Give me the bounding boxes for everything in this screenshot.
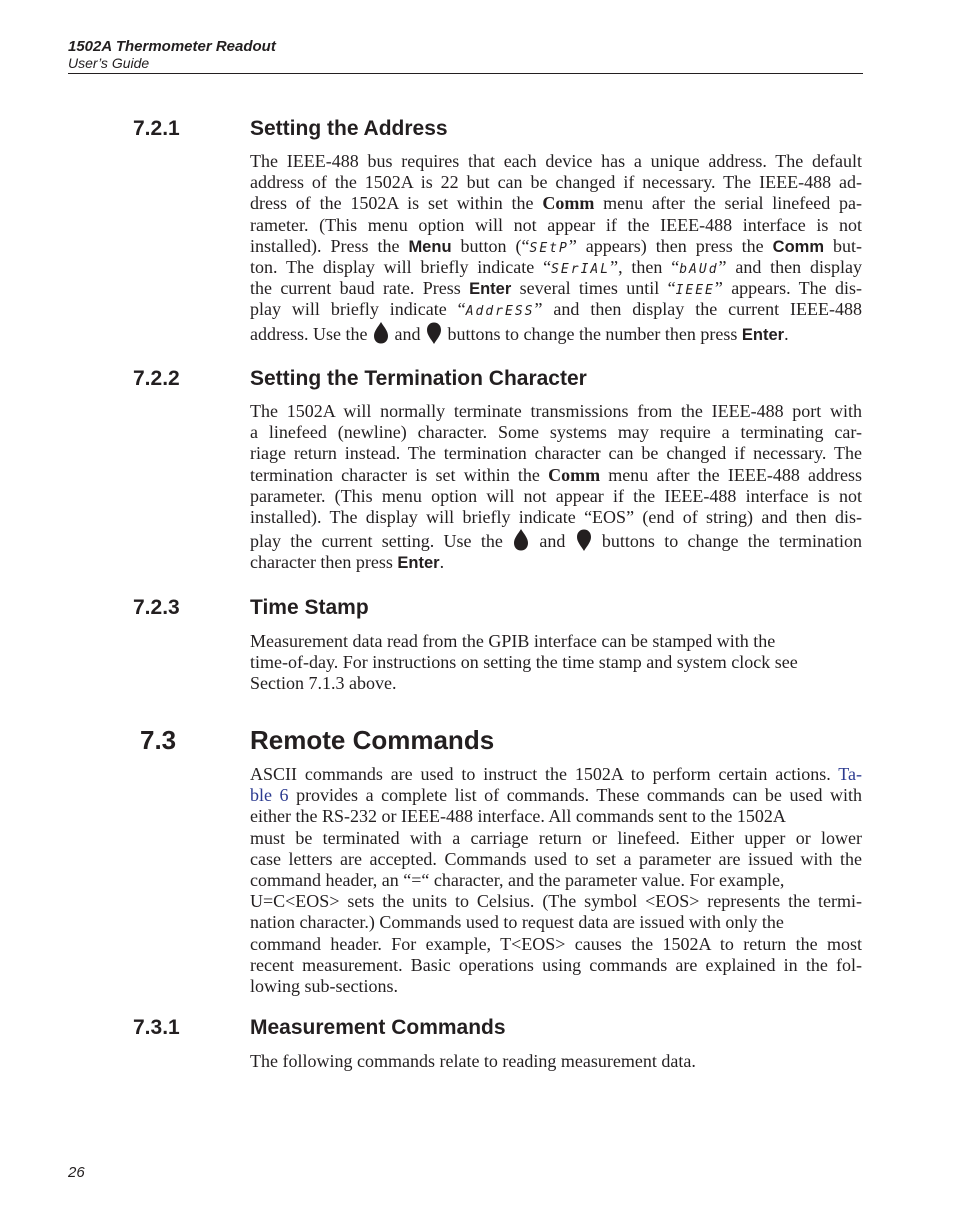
display-code-serial: SErIAL xyxy=(551,261,611,277)
menu-key-label: Menu xyxy=(408,237,452,256)
up-arrow-button-icon xyxy=(512,528,530,552)
text-line: The IEEE-488 bus requires that each device has a unique address. The default xyxy=(250,151,862,171)
document-subtitle: User’s Guide xyxy=(68,55,150,71)
comm-key-label: Comm xyxy=(772,237,825,256)
table-6-link[interactable]: Ta- xyxy=(838,764,862,784)
section-number: 7.3.1 xyxy=(133,1016,180,1039)
text-line: ton. The display will briefly indicate “SErIAL”, then “bAUd” and then display xyxy=(250,256,862,277)
section-number: 7.2.1 xyxy=(133,117,180,140)
text-line: installed). The display will briefly indicate “EOS” (end of string) and then dis- xyxy=(250,506,862,527)
enter-key-label: Enter xyxy=(397,554,440,573)
text-line: recent measurement. Basic operations using commands are explained in the fol- xyxy=(250,954,862,975)
section-title: Setting the Termination Character xyxy=(250,367,587,390)
text-line: termination character is set within the Comm menu after the IEEE-488 address xyxy=(250,464,863,485)
section-title: Remote Commands xyxy=(250,725,495,755)
paragraph-measurement-commands xyxy=(250,1051,862,1072)
text-line: a linefeed (newline) character. Some systems may require a terminating car- xyxy=(250,422,862,443)
display-code-baud: bAUd xyxy=(679,261,719,277)
text-line: lowing sub-sections. xyxy=(250,975,398,996)
up-arrow-button-icon xyxy=(372,321,390,345)
text-line: nation character.) Commands used to request data are issued with only the xyxy=(250,912,784,933)
text-line: address. Use the and buttons to change the number then press Enter. xyxy=(250,321,862,345)
text-line: the current baud rate. Press Enter several times until “IEEE” appears. The dis- xyxy=(250,278,862,299)
display-code-ieee: IEEE xyxy=(675,283,715,299)
section-number: 7.2.3 xyxy=(133,596,180,619)
section-title: Setting the Address xyxy=(250,117,448,140)
paragraph-termination-character xyxy=(250,401,862,573)
text-line: installed). Press the Menu button (“SEtP” appears) then press the Comm but- xyxy=(250,235,862,256)
text-line: Section 7.1.3 above. xyxy=(250,673,397,694)
text-line: play will briefly indicate “AddrESS” and then display the current IEEE-488 xyxy=(250,299,862,320)
enter-key-label: Enter xyxy=(469,280,512,299)
text-line: The following commands relate to reading measurement data. xyxy=(250,1051,696,1071)
section-title: Time Stamp xyxy=(250,596,369,619)
section-title: Measurement Commands xyxy=(250,1016,506,1039)
text-line: command header, an “=“ character, and the parameter value. For example, xyxy=(250,869,785,890)
text-line: rameter. (This menu option will not appear if the IEEE-488 interface is not xyxy=(250,214,862,235)
text-line: parameter. (This menu option will not appear if the IEEE-488 interface is not xyxy=(250,485,862,506)
text-line: U=C<EOS> sets the units to Celsius. (The symbol <EOS> represents the termi- xyxy=(250,891,862,912)
text-line: address of the 1502A is 22 but can be changed if necessary. The IEEE-488 ad- xyxy=(250,172,862,193)
text-line: dress of the 1502A is set within the Comm menu after the serial linefeed pa- xyxy=(250,193,862,214)
text-line: Measurement data read from the GPIB interface can be stamped with the xyxy=(250,631,776,651)
table-6-link[interactable]: ble 6 xyxy=(250,785,289,806)
display-code-setp: SEtP xyxy=(529,240,569,256)
text-line: must be terminated with a carriage return or linefeed. Either upper or lower xyxy=(250,827,862,848)
comm-menu-label: Comm xyxy=(548,464,601,485)
paragraph-setting-address xyxy=(250,151,862,345)
document-title: 1502A Thermometer Readout xyxy=(68,38,276,55)
display-code-address: AddrESS xyxy=(465,304,535,320)
paragraph-remote-commands xyxy=(250,764,862,997)
comm-menu-label: Comm xyxy=(542,193,595,214)
text-line: play the current setting. Use the and buttons to change the termination xyxy=(250,528,862,552)
paragraph-time-stamp xyxy=(250,631,862,695)
section-number: 7.2.2 xyxy=(133,367,180,390)
down-arrow-button-icon xyxy=(425,321,443,345)
text-line: The 1502A will normally terminate transmissions from the IEEE-488 port with xyxy=(250,401,862,421)
text-line: ASCII commands are used to instruct the 1502A to perform certain actions. Ta- xyxy=(250,764,862,784)
running-header xyxy=(68,38,863,71)
down-arrow-button-icon xyxy=(575,528,593,552)
text-line: riage return instead. The termination character can be changed if necessary. The xyxy=(250,443,862,464)
text-line: either the RS-232 or IEEE-488 interface. All commands sent to the 1502A xyxy=(250,806,786,827)
enter-key-label: Enter xyxy=(741,325,785,344)
text-line: ble 6 provides a complete list of commands. These commands can be used with xyxy=(250,785,862,806)
text-line: command header. For example, T<EOS> causes the 1502A to return the most xyxy=(250,933,862,954)
section-number: 7.3 xyxy=(140,725,177,755)
header-divider xyxy=(68,73,863,74)
text-line: character then press Enter. xyxy=(250,552,445,573)
page-number: 26 xyxy=(68,1164,85,1181)
text-line: case letters are accepted. Commands used to set a parameter are issued with the xyxy=(250,848,862,869)
text-line: time-of-day. For instructions on setting the time stamp and system clock see xyxy=(250,652,798,673)
